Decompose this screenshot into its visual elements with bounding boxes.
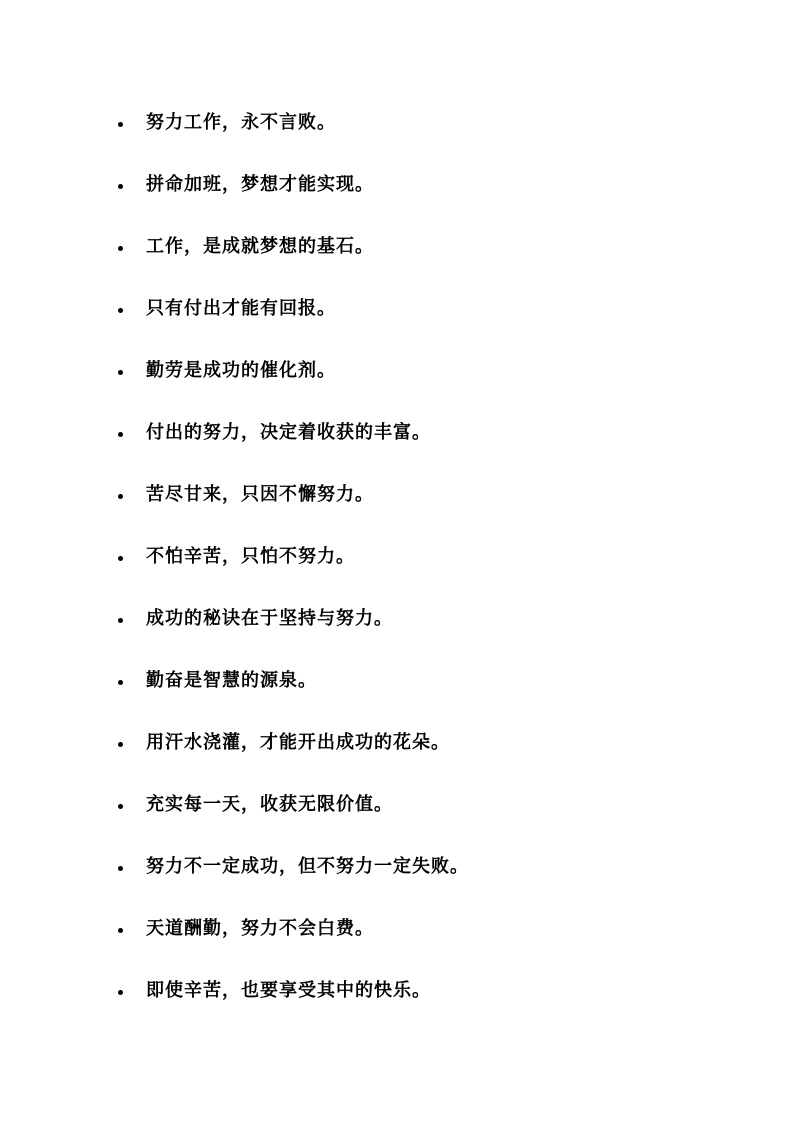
list-item — [118, 154, 738, 216]
list-item-text: 天道酬勤，努力不会白费。 — [146, 918, 374, 939]
list-item-text: 努力不一定成功，但不努力一定失败。 — [146, 856, 469, 877]
list-item — [118, 278, 738, 340]
list-item-text: 成功的秘诀在于坚持与努力。 — [146, 608, 393, 629]
list-item — [118, 898, 738, 960]
list-item — [118, 92, 738, 154]
list-item-text: 苦尽甘来，只因不懈努力。 — [146, 484, 374, 505]
list-item — [118, 712, 738, 774]
list-item — [118, 836, 738, 898]
bullet-icon — [118, 122, 123, 127]
list-item — [118, 340, 738, 402]
bullet-icon — [118, 680, 123, 685]
bullet-icon — [118, 370, 123, 375]
list-item — [118, 464, 738, 526]
list-item-text: 拼命加班，梦想才能实现。 — [146, 174, 374, 195]
list-item-text: 用汗水浇灌，才能开出成功的花朵。 — [146, 732, 450, 753]
list-item-text: 努力工作，永不言败。 — [146, 112, 336, 133]
bullet-icon — [118, 742, 123, 747]
list-item-text: 勤奋是智慧的源泉。 — [146, 670, 317, 691]
bullet-icon — [118, 990, 123, 995]
list-item-text: 只有付出才能有回报。 — [146, 298, 336, 319]
bullet-list — [118, 92, 738, 1022]
list-item — [118, 650, 738, 712]
bullet-icon — [118, 432, 123, 437]
bullet-icon — [118, 618, 123, 623]
list-item — [118, 774, 738, 836]
bullet-icon — [118, 308, 123, 313]
bullet-icon — [118, 804, 123, 809]
list-item-text: 充实每一天，收获无限价值。 — [146, 794, 393, 815]
bullet-icon — [118, 556, 123, 561]
list-item — [118, 216, 738, 278]
list-item-text: 勤劳是成功的催化剂。 — [146, 360, 336, 381]
list-item-text: 付出的努力，决定着收获的丰富。 — [146, 422, 431, 443]
list-item-text: 工作，是成就梦想的基石。 — [146, 236, 374, 257]
list-item-text: 即使辛苦，也要享受其中的快乐。 — [146, 980, 431, 1001]
bullet-icon — [118, 928, 123, 933]
list-item — [118, 960, 738, 1022]
list-item — [118, 402, 738, 464]
list-item — [118, 588, 738, 650]
list-item-text: 不怕辛苦，只怕不努力。 — [146, 546, 355, 567]
bullet-icon — [118, 184, 123, 189]
bullet-icon — [118, 246, 123, 251]
bullet-icon — [118, 866, 123, 871]
list-item — [118, 526, 738, 588]
bullet-icon — [118, 494, 123, 499]
